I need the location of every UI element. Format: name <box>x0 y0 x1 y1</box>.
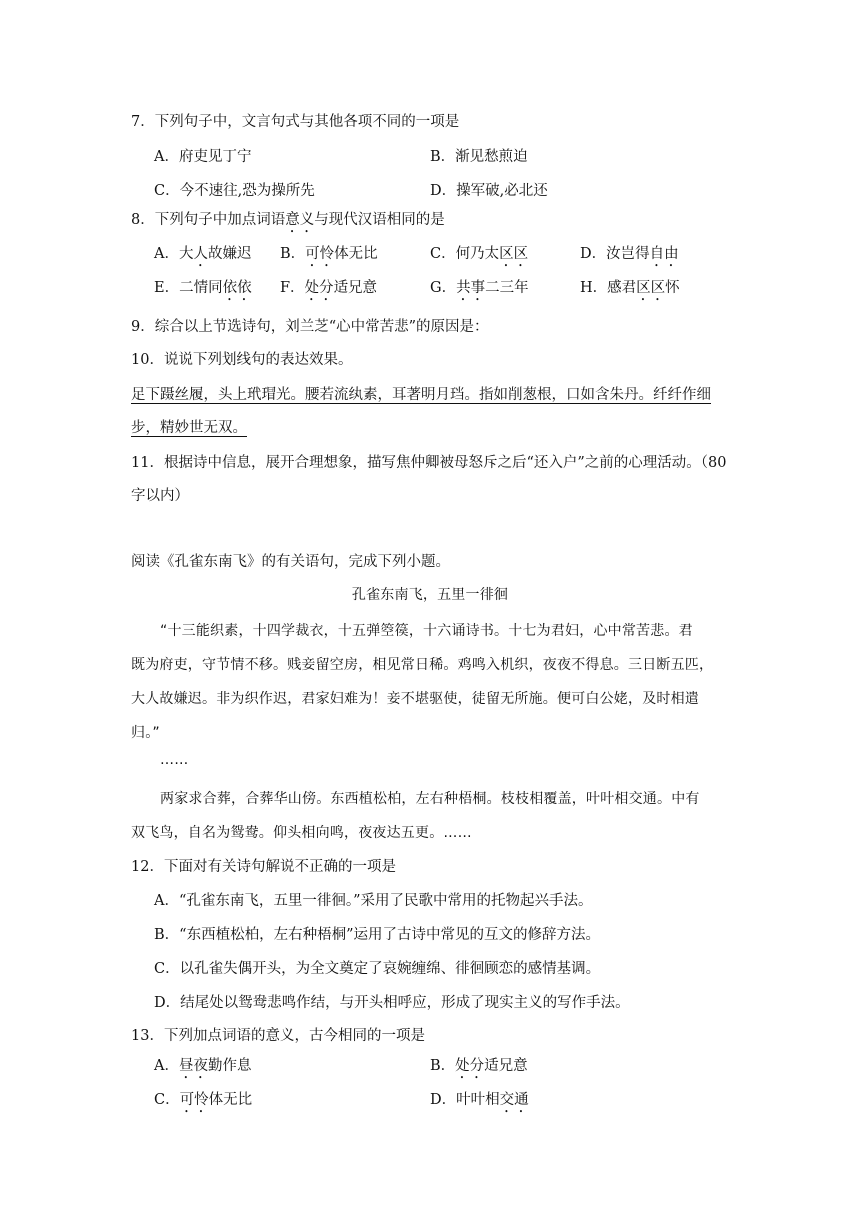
q12-option-b: B．“东西植松柏，左右种梧桐”运用了古诗中常见的互文的修辞方法。 <box>154 927 600 943</box>
q8-option-g: G．共事二三年 <box>430 280 529 296</box>
dotted-term: 可怜 <box>305 246 335 262</box>
q8-option-h: H．感君区区怀 <box>580 280 680 296</box>
poem-ellipsis: …… <box>160 752 189 768</box>
poem-p1-line-2: 既为府吏，守节情不移。贱妾留空房，相见常日稀。鸡鸣入机织，夜夜不得息。三日断五匹， <box>131 657 714 673</box>
q13-option-d: D．叶叶相交通 <box>430 1092 529 1108</box>
poem-p1-line-4: 归。” <box>131 725 160 741</box>
dotted-term: 共事 <box>456 280 486 296</box>
dotted-term: 处分 <box>455 1058 485 1074</box>
dotted-term: 自由 <box>649 246 679 262</box>
q10-underlined-line-1: 足下蹑丝履，头上玳瑁光。腰若流纨素，耳著明月珰。指如削葱根，口如含朱丹。纤纤作细 <box>131 387 711 403</box>
q7-option-c: C．今不速往,恐为操所先 <box>154 183 315 199</box>
q10-stem: 10．说说下列划线句的表达效果。 <box>131 352 353 368</box>
poem-p2-line-1: 两家求合葬，合葬华山傍。东西植松柏，左右种梧桐。枝枝相覆盖，叶叶相交通。中有 <box>160 791 700 807</box>
dotted-term: 区区 <box>636 280 666 296</box>
q13-option-b: B．处分适兄意 <box>430 1058 528 1074</box>
dotted-term: 交通 <box>499 1092 529 1108</box>
q8-option-d: D．汝岂得自由 <box>580 246 679 262</box>
q13-stem: 13．下列加点词语的意义，古今相同的一项是 <box>131 1028 425 1044</box>
reading-intro: 阅读《孔雀东南飞》的有关语句，完成下列小题。 <box>131 554 450 570</box>
dotted-term: 区区 <box>499 246 529 262</box>
dotted-term: 昼夜 <box>178 1058 208 1074</box>
poem-p1-line-1: “十三能织素，十四学裁衣，十五弹箜篌，十六诵诗书。十七为君妇，心中常苦悲。君 <box>160 623 693 639</box>
q8-option-c: C．何乃太区区 <box>430 246 529 262</box>
poem-p1-line-3: 大人故嫌迟。非为织作迟，君家妇难为！妾不堪驱使，徒留无所施。便可白公姥，及时相遣 <box>131 691 699 707</box>
dotted-term: 依依 <box>222 280 252 296</box>
q8-option-a: A．大人故嫌迟 <box>154 246 252 262</box>
dotted-term: 意义 <box>285 212 315 228</box>
q7-option-d: D．操军破,必北还 <box>430 183 548 199</box>
q8-option-f: F．处分适兄意 <box>280 280 378 296</box>
q13-option-a: A．昼夜勤作息 <box>154 1058 252 1074</box>
q7-option-a: A．府吏见丁宁 <box>154 149 252 165</box>
q12-stem: 12．下面对有关诗句解说不正确的一项是 <box>131 859 396 875</box>
q11-stem-line-2: 字以内） <box>131 488 189 504</box>
q12-option-d: D．结尾处以鸳鸯悲鸣作结，与开头相呼应，形成了现实主义的写作手法。 <box>154 995 630 1011</box>
q7-option-b: B．渐见愁煎迫 <box>430 149 528 165</box>
q8-stem: 8．下列句子中加点词语意义与现代汉语相同的是 <box>131 212 445 228</box>
q8-option-b: B．可怜体无比 <box>280 246 378 262</box>
dotted-term: 人 <box>193 246 208 262</box>
dotted-term: 可怜 <box>179 1092 209 1108</box>
q11-stem-line-1: 11．根据诗中信息，展开合理想象，描写焦仲卿被母怒斥之后“还入户”之前的心理活动。（80 <box>131 455 727 471</box>
q12-option-a: A．“孔雀东南飞，五里一徘徊。”采用了民歌中常用的托物起兴手法。 <box>154 893 593 909</box>
q7-stem: 7．下列句子中，文言句式与其他各项不同的一项是 <box>131 114 460 130</box>
dotted-term: 处分 <box>304 280 334 296</box>
poem-title: 孔雀东南飞，五里一徘徊 <box>351 587 509 603</box>
q12-option-c: C．以孔雀失偶开头，为全文奠定了哀婉缠绵、徘徊顾恋的感情基调。 <box>154 961 601 977</box>
poem-p2-line-2: 双飞鸟，自名为鸳鸯。仰头相向鸣，夜夜达五更。…… <box>131 825 472 841</box>
q9-stem: 9．综合以上节选诗句，刘兰芝“心中常苦悲”的原因是： <box>131 319 489 335</box>
q13-option-c: C．可怜体无比 <box>154 1092 253 1108</box>
q8-option-e: E．二情同依依 <box>154 280 252 296</box>
q10-underlined-line-2: 步，精妙世无双。 <box>131 420 247 436</box>
